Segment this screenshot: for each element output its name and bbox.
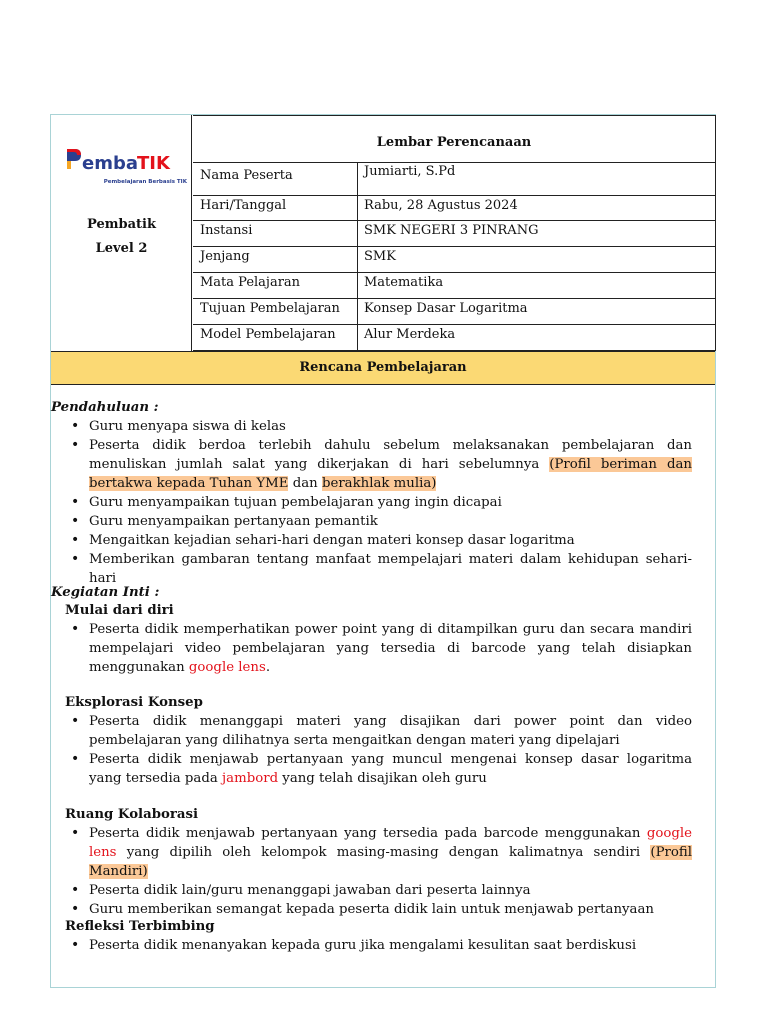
info-value: SMK NEGERI 3 PINRANG: [364, 223, 539, 238]
info-value: Alur Merdeka: [364, 327, 456, 342]
info-label: Instansi: [200, 223, 253, 238]
refleksi-terbimbing-title: Refleksi Terbimbing: [65, 919, 215, 934]
eksplorasi-konsep-title: Eksplorasi Konsep: [65, 695, 203, 710]
pembatik-logo: [65, 145, 187, 189]
list-item: • Peserta didik menjawab pertanyaan yang muncul mengenai konsep dasar logaritma yang tersedia pada jambord yang telah disajikan oleh guru: [67, 750, 692, 788]
section-bar: Rencana Pembelajaran: [51, 351, 715, 385]
info-label: Mata Pelajaran: [200, 275, 301, 290]
google-lens-text: google lens: [188, 660, 266, 675]
list-item: • Mengaitkan kejadian sehari-hari dengan materi konsep dasar logaritma: [67, 531, 692, 550]
list-item: • Guru menyampaikan tujuan pembelajaran yang ingin dicapai: [67, 493, 692, 512]
sheet-title: Lembar Perencanaan: [193, 116, 715, 163]
logo-tagline: Pembelajaran Berbasis TIK: [103, 179, 187, 185]
list-item: • Peserta didik menanggapi materi yang disajikan dari power point dan video pembelajaran yang dilihatnya serta mengaitkan dengan materi yang dipelajari: [67, 712, 692, 750]
info-label: Tujuan Pembelajaran: [200, 301, 340, 316]
profile-highlight: (Profil beriman dan: [549, 457, 692, 472]
info-row: [193, 273, 715, 299]
info-label: Model Pembelajaran: [200, 327, 336, 342]
planning-sheet: [50, 114, 716, 988]
list-item: • Guru menyapa siswa di kelas: [67, 417, 692, 436]
ruang-kolaborasi-title: Ruang Kolaborasi: [65, 807, 199, 822]
info-row: [193, 163, 715, 196]
kegiatan-inti-title: Kegiatan Inti :: [51, 585, 160, 600]
kolaborasi-list: [67, 824, 692, 919]
pendahuluan-title: Pendahuluan :: [51, 400, 159, 415]
mulai-dari-diri-title: Mulai dari diri: [65, 603, 174, 618]
list-item: • Peserta didik memperhatikan power point yang di ditampilkan guru dan secara mandiri mempelajari video pembelajaran yang tersedia di barcode yang telah disiapkan menggunakan google lens.: [67, 620, 692, 677]
info-value: Rabu, 28 Agustus 2024: [364, 198, 518, 213]
svg-text:emba: emba: [82, 153, 138, 174]
info-value: SMK: [364, 249, 396, 264]
info-row: [193, 196, 715, 221]
info-row: [193, 247, 715, 273]
jambord-text: jambord: [222, 771, 279, 786]
info-label: Nama Peserta: [200, 168, 293, 183]
profile-highlight: berakhlak mulia): [321, 476, 437, 491]
list-item: • Memberikan gambaran tentang manfaat mempelajari materi dalam kehidupan sehari-hari: [67, 550, 692, 588]
refleksi-list: [67, 936, 692, 955]
info-row: [193, 299, 715, 325]
level-label: Level 2: [95, 241, 148, 256]
list-item: • Guru memberikan semangat kepada peserta didik lain untuk menjawab pertanyaan: [67, 900, 692, 919]
pembatik-logo-icon: [65, 145, 187, 177]
list-item: • Peserta didik lain/guru menanggapi jawaban dari peserta lainnya: [67, 881, 692, 900]
profile-highlight: bertakwa kepada Tuhan YME: [89, 476, 289, 491]
info-label: Hari/Tanggal: [200, 198, 287, 213]
logo-cell: [51, 115, 192, 351]
eksplorasi-list: [67, 712, 692, 788]
list-item: • Peserta didik menjawab pertanyaan yang tersedia pada barcode menggunakan google lens yang dipilih oleh kelompok masing-masing dengan kalimatnya sendiri (Profil Mandiri): [67, 824, 692, 881]
pembatik-label: Pembatik: [87, 217, 156, 232]
info-table: [193, 115, 716, 351]
google-lens-text: google lens: [89, 826, 692, 860]
header-section: [51, 115, 715, 351]
info-label: Jenjang: [200, 249, 250, 264]
mulai-list: [67, 620, 692, 677]
info-row: [193, 221, 715, 247]
info-value: Matematika: [364, 275, 444, 290]
list-item: • Peserta didik menanyakan kepada guru jika mengalami kesulitan saat berdiskusi: [67, 936, 692, 955]
info-value: Konsep Dasar Logaritma: [364, 301, 528, 316]
list-item: • Peserta didik berdoa terlebih dahulu sebelum melaksanakan pembelajaran dan menuliskan jumlah salat yang dikerjakan di hari sebelumnya (Profil beriman dan bertakwa kepada Tuhan YME dan berakhlak mulia): [67, 436, 692, 493]
info-value: Jumiarti, S.Pd: [364, 164, 456, 179]
list-item: • Guru menyampaikan pertanyaan pemantik: [67, 512, 692, 531]
svg-text:TIK: TIK: [137, 153, 170, 174]
pendahuluan-list: [67, 417, 692, 588]
profile-highlight: (Profil Mandiri): [89, 845, 692, 879]
info-row: [193, 325, 715, 352]
